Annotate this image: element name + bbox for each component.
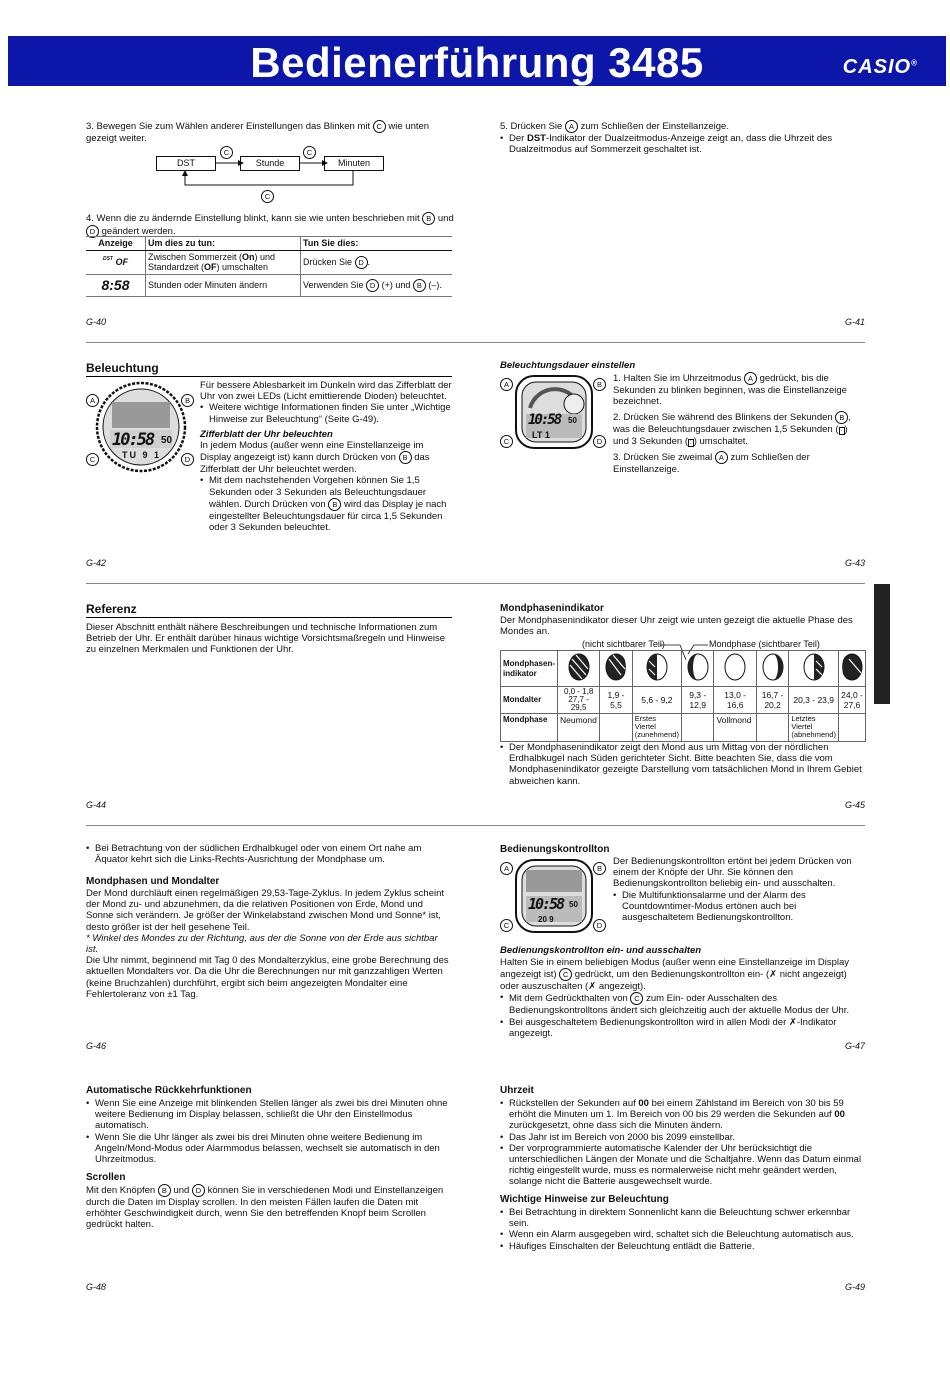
page-number: G-40 <box>86 317 107 327</box>
page-title: Bedienerführung 3485 <box>250 39 704 86</box>
divider <box>86 342 865 343</box>
subsection-title: Bedienungskontrollton ein- und ausschalten <box>500 945 702 956</box>
g44-text: Dieser Abschnitt enthält nähere Beschreibungen und technische Informationen zum Betrieb der Uhr. Er enthält darüber hinaus wichtige Vorsichtsmaßregeln und Hinweise zu einzelnen Merkmalen und Funktionen der Uhr. <box>86 622 446 656</box>
button-a-label: A <box>500 862 513 875</box>
settings-table: Anzeige Um dies zu tun: Tun Sie dies: $^{DST}$ OF Zwischen Sommerzeit (On) und Standardzeit (OF) umschalten Drücken Sie D . 8:58 Stunden oder Minuten ändern Verwenden Sie D (+) und B (–). <box>86 236 452 297</box>
button-a-label: A <box>86 394 99 407</box>
g47-intro: Der Bedienungskontrollton ertönt bei jedem Drücken von einem der Knöpfe der Uhr. Sie können den Bedienungskontrollton beliebig ein- und ausschalten. • Die Multifunktionsalarme und der Alarm des Countdowntimer-Modus ertönen auch bei ausgeschaltetem Bedienungskontrollton. <box>613 856 865 923</box>
page-number: G-47 <box>845 1041 866 1051</box>
g40-step4: 4. Wenn die zu ändernde Einstellung blinkt, kann sie wie unten beschrieben mit B und D geändert werden. <box>86 213 454 238</box>
casio-logo: CASIO® <box>842 56 918 78</box>
c-button-icon: C <box>303 146 316 159</box>
moon-phase-table: Mondphasen-indikator Mondalter 0,0 - 1,8 27,7 - 29,5 1,9 - 5,5 5,6 - 9,2 9,3 - 12,9 13,0 - 16,6 16,7 - 20,2 20,3 - 23,9 24,0 - 27,6 Mondphase Neumond Erstes Viertel (zunehmend) Vollmond Letztes Viertel (abnehmend) <box>500 650 866 742</box>
button-d-label: D <box>593 919 606 932</box>
watch-face <box>86 380 196 475</box>
button-b-label: B <box>593 862 606 875</box>
section-title: Beleuchtung <box>86 361 452 377</box>
page-number: G-49 <box>845 1282 866 1292</box>
section-title: Bedienungskontrollton <box>500 844 610 855</box>
mute-icon: ✗ <box>788 1016 797 1028</box>
watch-seconds: 50 <box>568 416 577 425</box>
watch-time: 10:58 <box>112 430 154 450</box>
g47-text: Halten Sie in einem beliebigen Modus (außer wenn eine Einstellanzeige im Display angezeigt ist) C gedrückt, um den Bedienungskontrollton ein- (✗ nicht angezeigt) oder auszuschalten (✗ angezeigt). • Mit dem Gedrückthalten von C zum Ein- oder Ausschalten des Bedienungskontrolltons ändert sich gleichzeitig auch der aktuelle Modus der Uhr. • Bei ausgeschaltetem Bedienungskontrollton wird in allen Modi der ✗-Indikator angezeigt. <box>500 957 865 1039</box>
flow-stunde-box: Stunde <box>240 156 300 171</box>
section-tab-marker <box>874 584 890 704</box>
watch-seconds: 50 <box>161 435 173 446</box>
flow-minuten-box: Minuten <box>324 156 384 171</box>
g48-text: Mit den Knöpfen B und D können Sie in verschiedenen Modi und Einstellanzeigen durch die Daten im Display scrollen. In den meisten Fällen laufen die Daten mit erhöhter Geschwindigkeit durch, wenn Sie den betreffenden Knopf beim Scrollen gedrückt halten. <box>86 1185 444 1231</box>
g43-steps: 1. Halten Sie im Uhrzeitmodus A gedrückt, bis die Sekunden zu blinken beginnen, was die Einstellanzeige bezeichnet. 2. Drücken Sie während des Blinkens der Sekunden B , was die Beleuchtungsdauer zwischen 1,5 Sekunden ( · ) und 3 Sekunden ( : ) umschaltet. 3. Drücken Sie zweimal A zum Schließen der Einstellanzeige. <box>613 373 851 475</box>
watch-day: 20 9 <box>538 915 554 924</box>
g42-text: Für bessere Ablesbarkeit im Dunkeln wird das Zifferblatt der Uhr von zwei LEDs (Licht emittierende Dioden) beleuchtet. • Weitere wichtige Informationen finden Sie unter „Wichtige Hinweise zur Beleuchtung“ (Seite G-49). Zifferblatt der Uhr beleuchten In jedem Modus (außer wenn eine Einstellanzeige im Display angezeigt ist) kann durch Drücken von B das Zifferblatt der Uhr beleuchtet werden. • Mit dem nachstehenden Vorgehen können Sie 1,5 Sekunden oder 3 Sekunden als Beleuchtungsdauer wählen. Durch Drücken von B wird das Display je nach eingestellter Beleuchtungsdauer für circa 1,5 Sekunden oder 3 Sekunden beleuchtet. <box>200 380 452 533</box>
watch-time: 10:58 <box>528 412 561 428</box>
flow-arrows <box>150 160 390 192</box>
g49-cautions: • Bei Betrachtung in direktem Sonnenlicht kann die Beleuchtung schwer erkennbar sein. • Wenn ein Alarm ausgegeben wird, schaltet sich die Beleuchtung automatisch aus. • Häufiges Einschalten der Beleuchtung entlädt die Batterie. <box>500 1207 865 1252</box>
mute-icon: ✗ <box>769 969 778 981</box>
watch-illustration <box>500 858 608 934</box>
divider <box>86 583 865 584</box>
page-header <box>8 36 946 86</box>
g46-bullets: • Bei Betrachtung von der südlichen Erdhalbkugel oder von einem Ort nahe am Äquator kehrt sich die Links-Rechts-Ausrichtung der Mondphase um. <box>86 843 452 865</box>
button-c-label: C <box>86 453 99 466</box>
mute-icon: ✗ <box>588 981 597 993</box>
button-d-label: D <box>181 453 194 466</box>
section-title: Referenz <box>86 602 452 618</box>
watch-seconds: 50 <box>569 900 578 909</box>
page-number: G-44 <box>86 800 107 810</box>
section-title: Uhrzeit <box>500 1085 534 1096</box>
button-b-label: B <box>593 378 606 391</box>
watch-day: TU 9 1 <box>122 450 162 460</box>
button-a-label: A <box>500 378 513 391</box>
page-number: G-46 <box>86 1041 107 1051</box>
watch-time: 10:58 <box>528 895 564 913</box>
section-title: Wichtige Hinweise zur Beleuchtung <box>500 1194 669 1205</box>
button-c-label: C <box>500 919 513 932</box>
g45-bullets: • Der Mondphasenindikator zeigt den Mond aus um Mittag von der nördlichen Erdhalbkugel nach Süden gerichteter Sicht. Bitte beachten Sie, dass die vom Mondphasenindikator gezeigte Darstellung vom tatsächlichen Mond in Ihrem Gebiet abweichen kann. <box>500 742 865 787</box>
button-d-label: D <box>593 435 606 448</box>
flow-dst-box: DST <box>156 156 216 171</box>
g40-step3: 3. Bewegen Sie zum Wählen anderer Einstellungen das Blinken mit C wie unten gezeigt weiter. <box>86 121 430 144</box>
button-c-label: C <box>500 435 513 448</box>
section-title: Mondphasenindikator <box>500 603 604 614</box>
page-number: G-42 <box>86 558 107 568</box>
page-number: G-48 <box>86 1282 107 1292</box>
page-number: G-43 <box>845 558 866 568</box>
divider <box>86 825 865 826</box>
section-title: Automatische Rückkehrfunktionen <box>86 1085 252 1096</box>
button-b-label: B <box>181 394 194 407</box>
g41-step5: 5. Drücken Sie A zum Schließen der Einstellanzeige. • Der DST-Indikator der Dualzeitmodus-Anzeige zeigt an, dass die Uhrzeit des Dualzeitmodus auf Sommerzeit geschaltet ist. <box>500 120 865 155</box>
page-number: G-45 <box>845 800 866 810</box>
section-title: Mondphasen und Mondalter <box>86 876 220 887</box>
c-button-icon: C <box>220 146 233 159</box>
g49-bullets: • Rückstellen der Sekunden auf 00 bei einem Zählstand im Bereich von 30 bis 59 erhöht die Minuten um 1. Im Bereich von 00 bis 29 werden die Sekunden auf 00 zurückgesetzt, ohne dass sich die Minuten ändern. • Das Jahr ist im Bereich von 2000 bis 2099 einstellbar. • Der vorprogrammierte automatische Kalender der Uhr berücksichtigt die unterschiedlichen Längen der Monate und die Schaltjahre. Wenn das Datum einmal richtig eingestellt wurde, muss es normalerweise nicht mehr geändert werden, solange nicht die Batterie ausgewechselt wurde. <box>500 1098 865 1188</box>
watch-lt: LT 1 <box>532 430 550 440</box>
page-number: G-41 <box>845 317 866 327</box>
watch-illustration <box>500 374 608 450</box>
moon-label-left: (nicht sichtbarer Teil) <box>582 639 665 649</box>
subsection-title: Beleuchtungsdauer einstellen <box>500 360 636 371</box>
g45-text: Der Mondphasenindikator dieser Uhr zeigt wie unten gezeigt die aktuelle Phase des Mondes an. <box>500 615 853 638</box>
watch-illustration <box>86 380 196 475</box>
section-title: Scrollen <box>86 1172 126 1183</box>
c-button-icon: C <box>261 190 274 203</box>
g48-bullets: • Wenn Sie eine Anzeige mit blinkenden Stellen länger als zwei bis drei Minuten ohne weitere Bedienung im Display belassen, schließt die Uhr den Einstellmodus automatisch. • Wenn Sie die Uhr länger als zwei bis drei Minuten ohne weitere Bedienung im Angeln/Mond-Modus oder Alarmmodus belassen, wechselt sie automatisch in den Uhrzeitmodus. <box>86 1098 452 1165</box>
g46-text: Der Mond durchläuft einen regelmäßigen 29,53-Tage-Zyklus. In jedem Zyklus scheint der Mond zu- und abzunehmen, da die relativen Positionen von Erde, Mond und Sonne sich verändern. Je größer der Winkelabstand zwischen Mond und Sonne* ist, desto größer ist der hell gesehene Teil. * Winkel des Mondes zu der Richtung, aus der die Sonne von der Erde aus sichtbar ist. Die Uhr nimmt, beginnend mit Tag 0 des Mondalterzyklus, eine grobe Berechnung des aktuellen Mondalters vor. Da die Uhr die Berechnungen nur mit ganzzahligen Werten (keine Bruchzahlen) durchführt, ergibt sich beim angezeigten Mondalter eine Fehlertoleranz von ±1 Tag. <box>86 888 449 1000</box>
moon-label-right: Mondphase (sichtbarer Teil) <box>709 639 820 649</box>
